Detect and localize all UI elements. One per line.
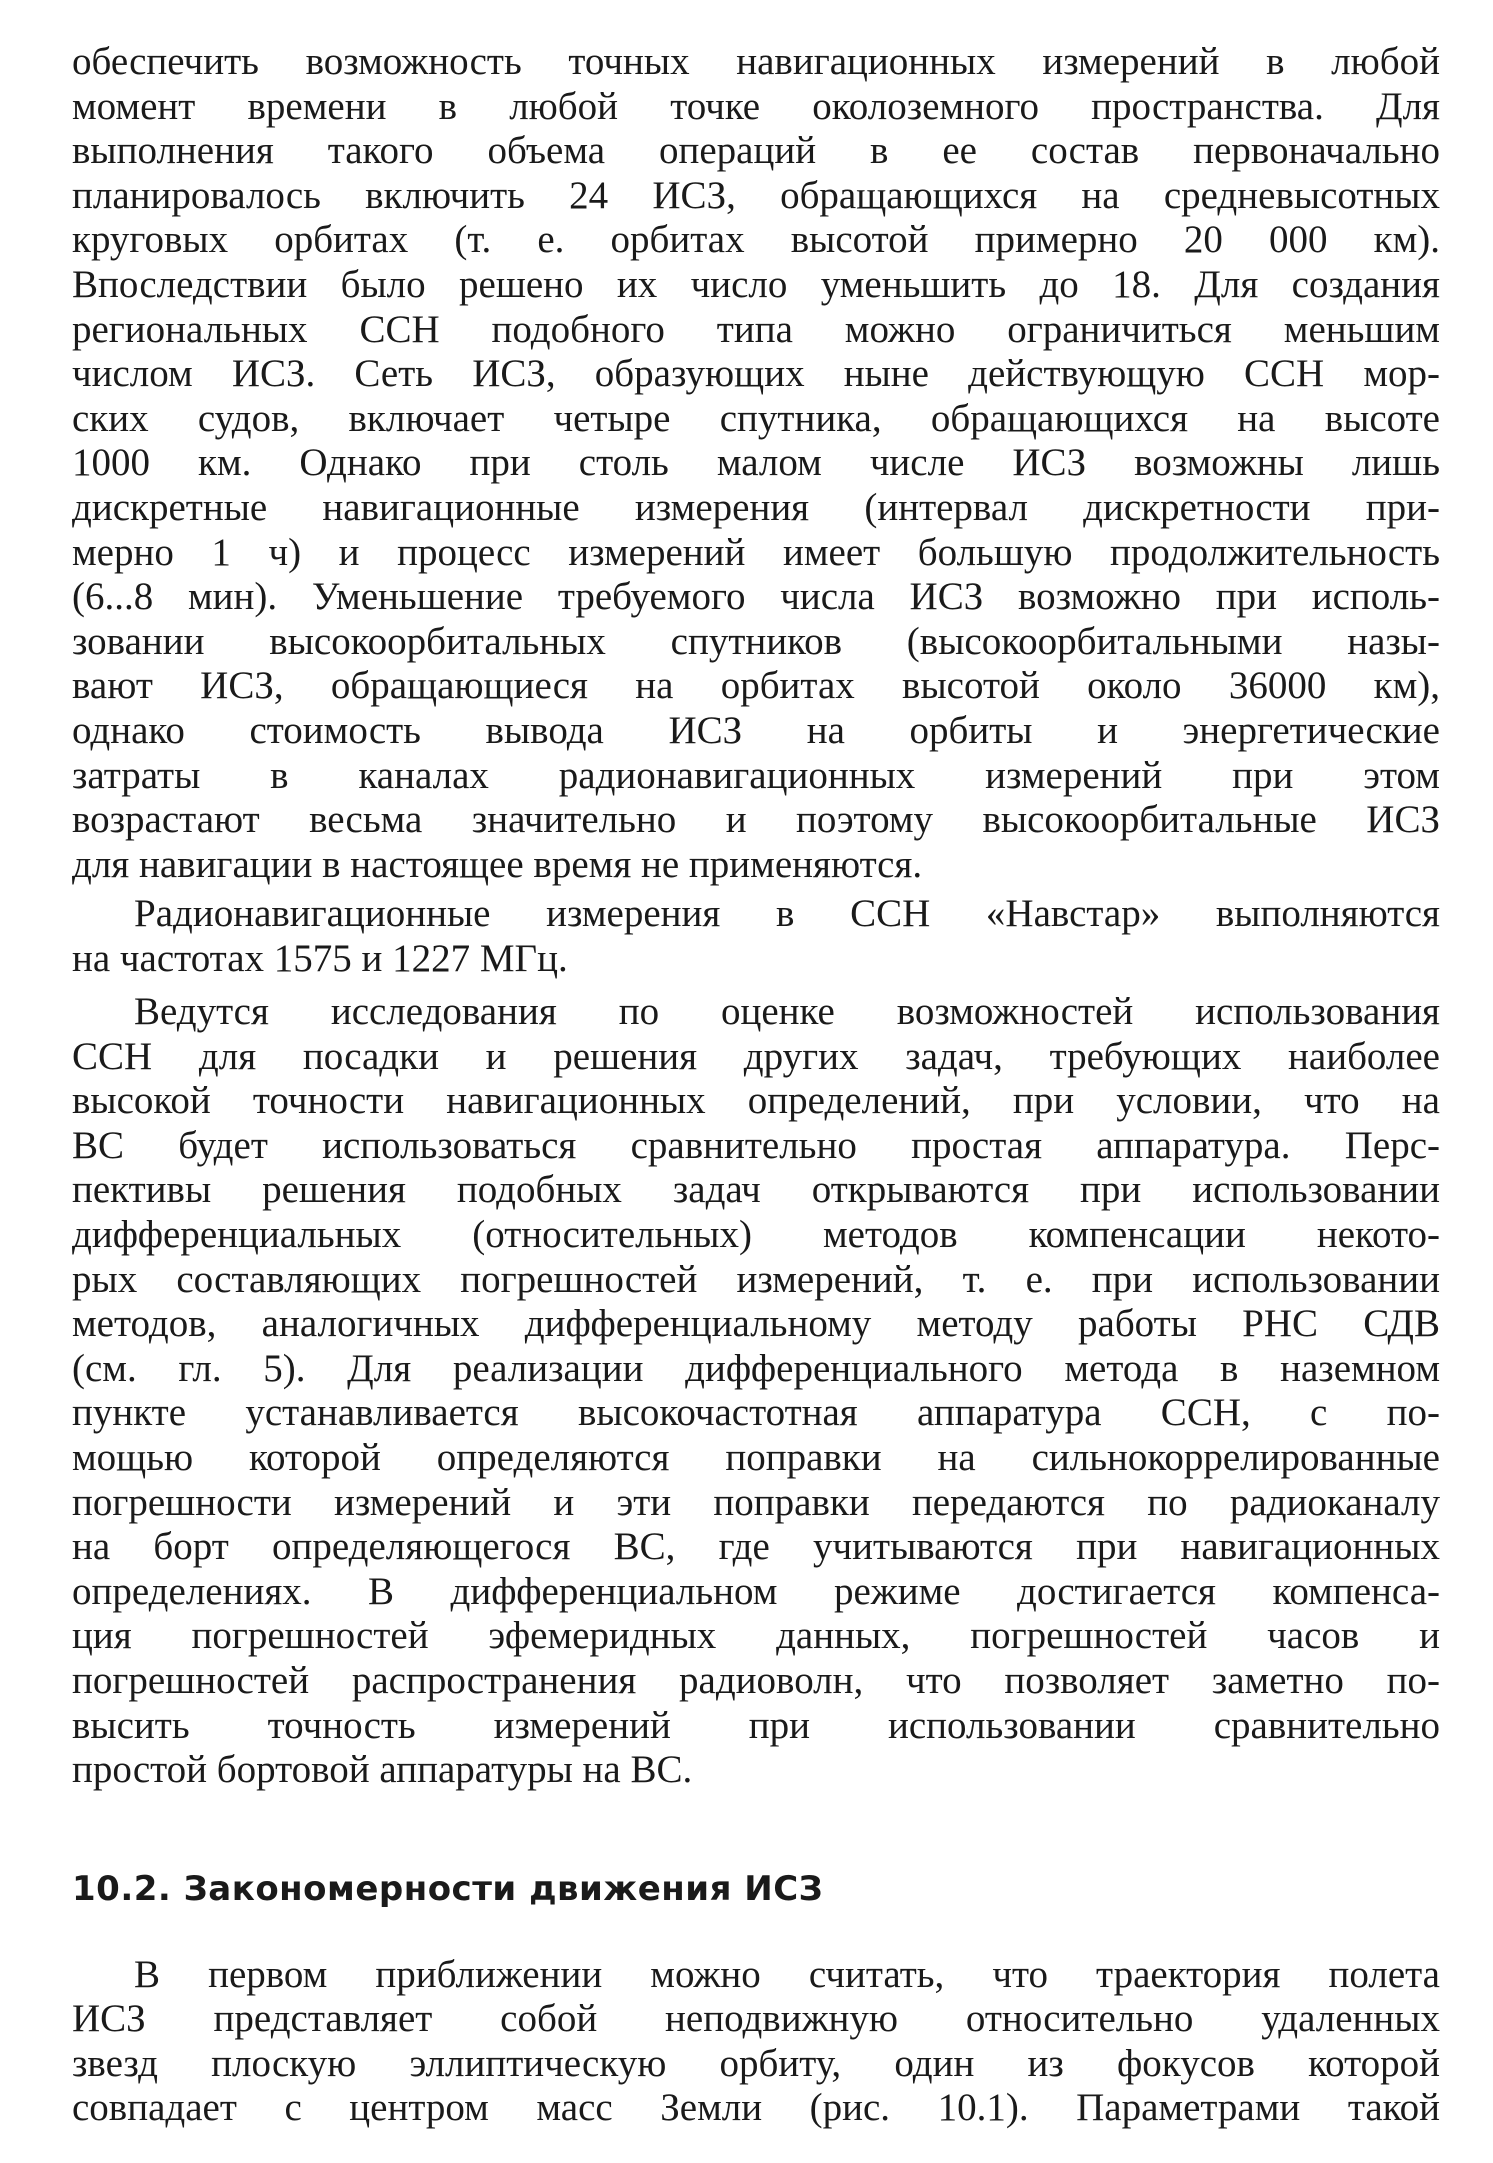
paragraph [72, 990, 1440, 1793]
text-line: Радионавигационные измерения в ССН «Навстар» выполняются [134, 892, 1440, 935]
text-line: вают ИСЗ, обращающиеся на орбитах высотой около 36000 км), [72, 664, 1440, 708]
text-line: погрешности измерений и эти поправки передаются по радиоканалу [72, 1480, 1440, 1524]
text-line: пективы решения подобных задач открываются при использовании [72, 1168, 1440, 1212]
text-line: дискретные навигационные измерения (интервал дискретности при- [72, 485, 1440, 529]
text-line: круговых орбитах (т. е. орбитах высотой примерно 20 000 км). [72, 218, 1440, 262]
text-line: пункте устанавливается высокочастотная аппаратура ССН, с по- [72, 1391, 1440, 1435]
text-line: выполнения такого объема операций в ее состав первоначально [72, 129, 1440, 173]
text-line: числом ИСЗ. Сеть ИСЗ, образующих ныне действующую ССН мор- [72, 352, 1440, 396]
text-line: звезд плоскую эллиптическую орбиту, один из фокусов которой [72, 2041, 1440, 2085]
text-line: рых составляющих погрешностей измерений, т. е. при использовании [72, 1257, 1440, 1301]
text-line: зовании высокоорбитальных спутников (высокоорбитальными назы- [72, 619, 1440, 663]
text-line: затраты в каналах радионавигационных измерений при этом [72, 753, 1440, 797]
text-line: мерно 1 ч) и процесс измерений имеет большую продолжительность [72, 530, 1440, 574]
text-line: 1000 км. Однако при столь малом числе ИСЗ возможны лишь [72, 441, 1440, 485]
text-line: на борт определяющегося ВС, где учитываются при навигационных [72, 1525, 1440, 1569]
text-line: высить точность измерений при использовании сравнительно [72, 1703, 1440, 1747]
text-line: однако стоимость вывода ИСЗ на орбиты и энергетические [72, 708, 1440, 752]
text-line: погрешностей распространения радиоволн, что позволяет заметно по- [72, 1658, 1440, 1702]
text-line: Ведутся исследования по оценке возможностей использования [134, 990, 1440, 1033]
paragraph [72, 892, 1440, 984]
paragraph [72, 1953, 1440, 2131]
text-line: высокой точности навигационных определений, при условии, что на [72, 1079, 1440, 1123]
text-line: совпадает с центром масс Земли (рис. 10.1). Параметрами такой [72, 2086, 1440, 2130]
text-line: (см. гл. 5). Для реализации дифференциального метода в наземном [72, 1346, 1440, 1390]
text-line: дифференциальных (относительных) методов компенсации некото- [72, 1212, 1440, 1256]
text-line: ция погрешностей эфемеридных данных, погрешностей часов и [72, 1614, 1440, 1658]
text-line: определениях. В дифференциальном режиме достигается компенса- [72, 1569, 1440, 1613]
paragraph [72, 40, 1440, 888]
text-line: (6...8 мин). Уменьшение требуемого числа ИСЗ возможно при исполь- [72, 575, 1440, 619]
text-line: простой бортовой аппаратуры на ВС. [72, 1748, 693, 1792]
text-line: на частотах 1575 и 1227 МГц. [72, 936, 568, 980]
text-line: ских судов, включает четыре спутника, обращающихся на высоте [72, 396, 1440, 440]
text-line: мощью которой определяются поправки на сильнокоррелированные [72, 1435, 1440, 1479]
text-line: для навигации в настоящее время не применяются. [72, 842, 923, 886]
section-heading: 10.2. Закономерности движения ИСЗ [72, 1868, 824, 1909]
text-line: момент времени в любой точке околоземного пространства. Для [72, 84, 1440, 128]
text-line: обеспечить возможность точных навигационных измерений в любой [72, 40, 1440, 83]
text-line: В первом приближении можно считать, что траектория полета [134, 1952, 1440, 1996]
text-line: Впоследствии было решено их число уменьшить до 18. Для создания [72, 262, 1440, 306]
text-line: возрастают весьма значительно и поэтому высокоорбитальные ИСЗ [72, 798, 1440, 842]
document-page [72, 40, 1440, 2131]
text-line: методов, аналогичных дифференциальному методу работы РНС СДВ [72, 1302, 1440, 1346]
text-line: ССН для посадки и решения других задач, требующих наиболее [72, 1034, 1440, 1078]
text-line: планировалось включить 24 ИСЗ, обращающихся на средневысотных [72, 173, 1440, 217]
text-line: ВС будет использоваться сравнительно простая аппаратура. Перс- [72, 1123, 1440, 1167]
text-line: ИСЗ представляет собой неподвижную относительно удаленных [72, 1997, 1440, 2041]
text-line: региональных ССН подобного типа можно ограничиться меньшим [72, 307, 1440, 351]
